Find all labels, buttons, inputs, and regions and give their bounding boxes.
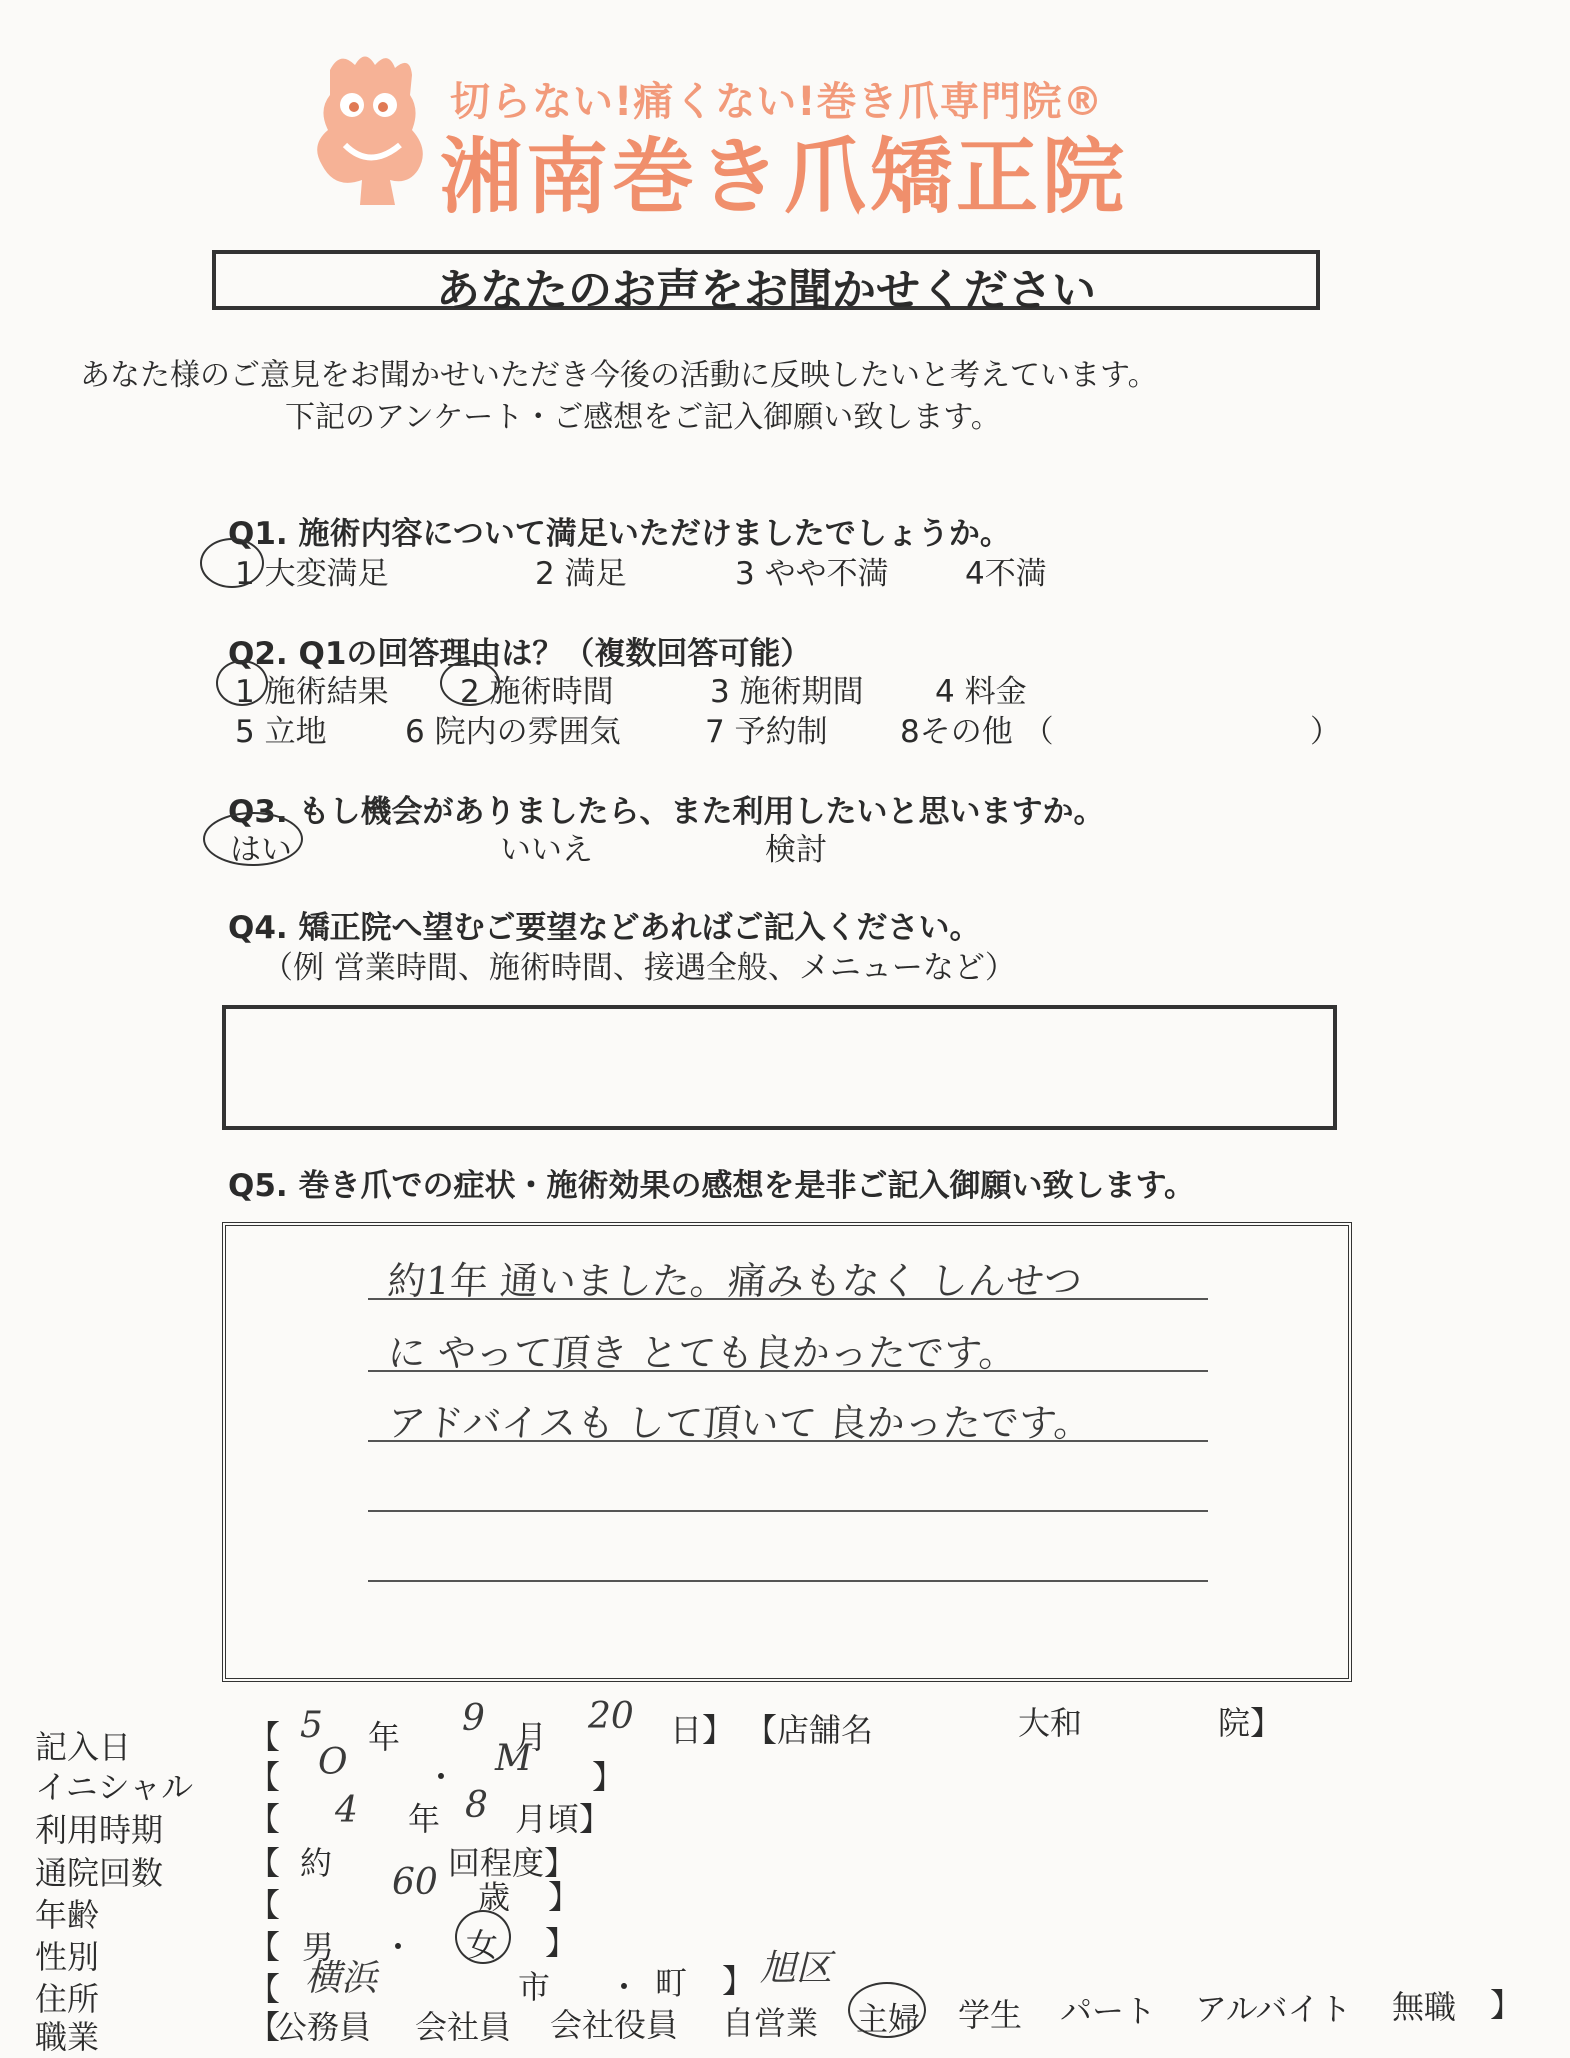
occupation-option-5[interactable]: 主婦	[856, 2000, 921, 2038]
period-month-value[interactable]: 8	[465, 1785, 488, 1826]
gender-open-bracket: 【	[248, 1928, 281, 1966]
address-ward-value[interactable]: 旭区	[760, 1948, 833, 1989]
age-value[interactable]: 60	[392, 1862, 438, 1903]
store-label: 【店舗名	[745, 1711, 874, 1749]
q2-option-1[interactable]: 1 施術結果	[235, 674, 389, 710]
visits-suffix: 回程度】	[448, 1844, 577, 1882]
q1-option-4[interactable]: 4不満	[965, 556, 1047, 592]
address-town-unit: 町	[655, 1964, 688, 2002]
clinic-tagline: 切らない!痛くない!巻き爪専門院®	[450, 79, 1104, 125]
occupation-option-6[interactable]: 学生	[958, 1996, 1023, 2034]
q1-option-1[interactable]: 1 大変満足	[235, 556, 389, 592]
q3-option-no[interactable]: いいえ	[500, 832, 593, 868]
occupation-option-8[interactable]: アルバイト	[1195, 1990, 1352, 2028]
date-open-bracket: 【	[248, 1718, 281, 1756]
visits-prefix: 約	[300, 1844, 333, 1882]
clinic-name: 湘南巻き爪矯正院	[440, 130, 1129, 225]
address-open-bracket: 【	[248, 1970, 281, 2008]
q4-example: （例 営業時間、施術時間、接遇全般、メニューなど）	[262, 950, 1016, 986]
occupation-close-bracket: 】	[1490, 1986, 1523, 2024]
occupation-option-1[interactable]: 公務員	[275, 2008, 372, 2046]
address-city-value[interactable]: 横浜	[305, 1958, 378, 1999]
age-open-bracket: 【	[248, 1886, 281, 1924]
q1-option-3[interactable]: 3 やや不満	[735, 556, 889, 592]
initials-open-bracket: 【	[248, 1758, 281, 1796]
intro-line-1: あなた様のご意見をお聞かせいただき今後の活動に反映したいと考えています。	[80, 358, 1158, 393]
q2-option-5[interactable]: 5 立地	[235, 714, 327, 750]
page-title: あなたのお声をお聞かせください	[436, 265, 1096, 316]
address-close-bracket: 】	[722, 1962, 755, 2000]
store-value[interactable]: 大和	[1018, 1704, 1083, 1742]
q1-option-2[interactable]: 2 満足	[535, 556, 627, 592]
label-gender: 性別	[35, 1938, 100, 1976]
date-day-value[interactable]: 20	[588, 1696, 634, 1737]
initials-last[interactable]: M	[495, 1738, 532, 1779]
gender-male[interactable]: 男	[302, 1928, 335, 1966]
initials-close-bracket: 】	[592, 1758, 625, 1796]
occupation-open-bracket: 【	[248, 2008, 281, 2046]
mascot-logo-icon	[300, 50, 450, 210]
period-year-value[interactable]: 4	[335, 1790, 358, 1831]
q2-option-6[interactable]: 6 院内の雰囲気	[405, 714, 621, 750]
occupation-option-9[interactable]: 無職	[1392, 1988, 1457, 2026]
gender-female[interactable]: 女	[466, 1926, 499, 1964]
q5-rule-5	[368, 1580, 1208, 1582]
q2-option-8-close: ）	[1310, 714, 1341, 750]
initials-dot: ・	[425, 1758, 458, 1796]
occupation-option-2[interactable]: 会社員	[415, 2008, 512, 2046]
q2-option-8[interactable]: 8その他 （	[900, 714, 1054, 750]
q3-option-yes[interactable]: はい	[230, 832, 292, 868]
q5-handwritten-line-2: に やって頂き とても良かったです。	[386, 1331, 1019, 1375]
label-initials: イニシャル	[35, 1768, 194, 1806]
q5-handwritten-line-1: 約1年 通いました。痛みもなく しんせつ	[386, 1259, 1084, 1303]
occupation-option-3[interactable]: 会社役員	[550, 2006, 679, 2044]
q5-rule-4	[368, 1510, 1208, 1512]
store-unit: 院】	[1218, 1704, 1283, 1742]
date-month-unit: 月	[515, 1718, 548, 1756]
date-year-value[interactable]: 5	[300, 1705, 323, 1746]
q1-question: Q1. 施術内容について満足いただけましたでしょうか。	[228, 516, 1011, 552]
period-month-unit: 月頃】	[515, 1800, 612, 1838]
date-year-unit: 年	[368, 1718, 401, 1756]
address-city-unit: 市	[518, 1968, 551, 2006]
occupation-option-4[interactable]: 自営業	[722, 2004, 819, 2042]
label-occupation: 職業	[35, 2018, 100, 2056]
age-unit: 歳	[478, 1878, 511, 1916]
intro-line-2: 下記のアンケート・ご感想をご記入御願い致します。	[285, 400, 1001, 435]
q4-answer-box[interactable]	[222, 1005, 1337, 1130]
q4-question: Q4. 矯正院へ望むご要望などあればご記入ください。	[228, 910, 981, 946]
label-address: 住所	[35, 1980, 100, 2018]
q5-question: Q5. 巻き爪での症状・施術効果の感想を是非ご記入御願い致します。	[228, 1168, 1196, 1204]
address-dot: ・	[608, 1968, 641, 2006]
q2-question: Q2. Q1の回答理由は？（複数回答可能）	[228, 636, 812, 672]
label-usage-period: 利用時期	[35, 1811, 164, 1849]
period-year-unit: 年	[408, 1800, 441, 1838]
q5-handwritten-line-3: アドバイスも して頂いて 良かったです。	[386, 1401, 1094, 1445]
gender-close-bracket: 】	[545, 1924, 578, 1962]
q2-option-2[interactable]: 2 施術時間	[460, 674, 614, 710]
label-age: 年齢	[35, 1896, 100, 1934]
age-close-bracket: 】	[548, 1878, 581, 1916]
label-entry-date: 記入日	[35, 1728, 132, 1766]
date-month-value[interactable]: 9	[462, 1698, 485, 1739]
label-visit-count: 通院回数	[35, 1854, 164, 1892]
occupation-option-7[interactable]: パート	[1060, 1992, 1157, 2030]
date-day-unit: 日】	[670, 1711, 735, 1749]
q2-option-3[interactable]: 3 施術期間	[710, 674, 864, 710]
initials-first[interactable]: O	[318, 1742, 348, 1783]
q2-option-4[interactable]: 4 料金	[935, 674, 1027, 710]
period-open-bracket: 【	[248, 1800, 281, 1838]
gender-dot: ・	[382, 1928, 415, 1966]
q3-question: Q3. もし機会がありましたら、また利用したいと思いますか。	[228, 794, 1105, 830]
q2-option-7[interactable]: 7 予約制	[705, 714, 828, 750]
visits-open-bracket: 【	[248, 1844, 281, 1882]
q3-option-consider[interactable]: 検討	[765, 832, 827, 868]
